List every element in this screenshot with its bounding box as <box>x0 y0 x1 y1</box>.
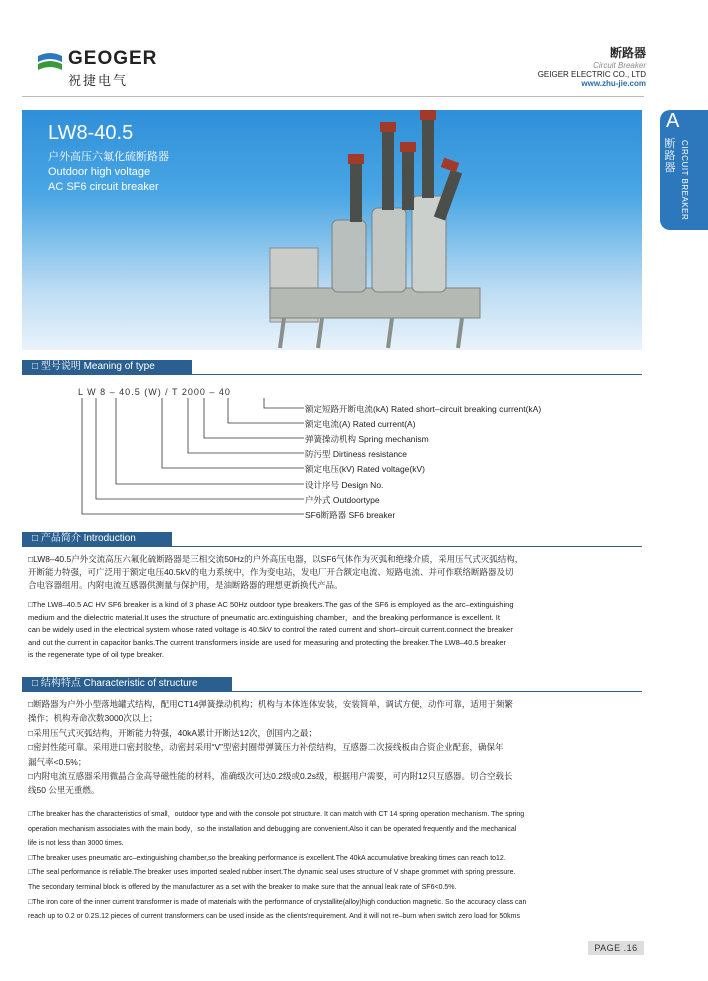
section-title-structure: □ 结构特点 Characteristic of structure <box>32 678 198 689</box>
text-line: is the regenerate type of oil type breaker. <box>28 650 164 659</box>
section-title-type: □ 型号说明 Meaning of type <box>32 361 155 372</box>
text-line: □The breaker uses pneumatic arc–extinguishing chamber,so the breaking performance is excellent.The 40kA accumulative breaking times can reach to12. <box>28 854 506 862</box>
section-header-intro <box>22 532 172 546</box>
website-link[interactable]: www.zhu-jie.com <box>581 79 646 88</box>
text-line: operation mechanism associates with the main body，so the installation and debugging are convenient.Also it can be operated frequently and the mechanical <box>28 825 517 833</box>
banner-en-line2: AC SF6 circuit breaker <box>48 181 159 193</box>
text-line: life is not less than 3000 times. <box>28 840 124 848</box>
text-line: 开断能力特强，可广泛用于额定电压40.5kV的电力系统中，作为变电站，发电厂开合额定电流、短路电流、并可作联络断路器及切 <box>28 567 514 577</box>
text-line: medium and the dielectric material.It uses the structure of pneumatic arc.extinguishing chamber，and the breaking performance is excellent. It <box>28 612 500 622</box>
product-banner <box>22 110 642 350</box>
header-info <box>538 44 646 88</box>
text-line: and cut the current in capacitor banks.The current transformers inside are used for measuring and protecting the breaker.The LW8–40.5 breaker <box>28 637 507 647</box>
breaker-illustration <box>22 110 642 350</box>
text-line: 合电容器组用。内附电流互感器供测量与保护用，是油断路器的理想更新换代产品。 <box>28 580 343 590</box>
banner-en-line1: Outdoor high voltage <box>48 166 151 178</box>
text-line: The secondary terminal block is offered by the manufacturer as a set with the breaker to make sure that the annual leak rate of SF6<0.5%. <box>28 883 457 891</box>
type-item: 额定短路开断电流(kA) Rated short–circuit breaking current(kA) <box>305 404 542 414</box>
structure-cn-paragraph <box>28 697 513 798</box>
category-cn: 断路器 <box>609 46 646 60</box>
type-item: 户外式 Outdoortype <box>305 495 380 505</box>
structure-en-paragraph <box>28 808 526 925</box>
type-item: 额定电压(kV) Rated voltage(kV) <box>305 464 425 474</box>
text-line: □内附电流互感器采用微晶合金高导磁性能的材料，准确级次可达0.2级或0.2s级，根据用户需要，可内附12只互感器。切合空载长 <box>28 771 513 782</box>
header-divider <box>22 96 644 97</box>
section-header-structure <box>22 677 232 691</box>
side-tab-letter: A <box>666 110 680 132</box>
type-item: 弹簧操动机构 Spring mechanism <box>305 434 429 444</box>
section-title-intro: □ 产品简介 Introduction <box>32 533 136 544</box>
section-rule <box>22 691 642 692</box>
text-line: □采用压气式灭弧结构，开断能力特强，40kA累计开断达12次，创国内之最； <box>28 727 317 738</box>
text-line: 漏气率<0.5%； <box>28 756 87 767</box>
category-en: Circuit Breaker <box>593 61 646 70</box>
banner-cn-title: 户外高压六氟化硫断路器 <box>48 151 169 163</box>
text-line: □The LW8–40.5 AC HV SF6 breaker is a kind of 3 phase AC 50Hz outdoor type breakers.The gas of the SF6 is employed as the arc–extinguishing <box>28 600 514 609</box>
section-rule <box>22 546 642 547</box>
type-item: 设计序号 Design No. <box>305 480 384 490</box>
geoger-logo-icon <box>36 50 64 76</box>
text-line: 操作；机构寿命次数3000次以上； <box>28 713 158 724</box>
section-rule <box>22 374 642 375</box>
model-code: L W 8 – 40.5 (W) / T 2000 – 40 <box>78 387 231 397</box>
intro-cn-paragraph <box>28 553 523 592</box>
text-line: □LW8–40.5户外交流高压六氟化硫断路器是三相交流50Hz的户外高压电器，以SF6气体作为灭弧和绝缘介质，采用压气式灭弧结构， <box>28 554 524 564</box>
intro-en-paragraph <box>28 599 514 662</box>
page-number: PAGE .16 <box>588 941 644 955</box>
text-line: □The breaker has the characteristics of small，outdoor type and with the console pot structure. It can match with CT 14 spring operation mechanism. The spring <box>28 811 525 818</box>
logo-text-en: GEOGER <box>68 48 158 69</box>
company-name: GEIGER ELECTRIC CO., LTD <box>537 70 646 79</box>
banner-subtitle <box>48 150 169 195</box>
text-line: reach up to 0.2 or 0.2S.12 pieces of current transformers can be used inside as the clients'requirement. And it will not re–burn when switch zero load for 50kms <box>28 913 520 921</box>
text-line: 线50 公里无重燃。 <box>28 785 100 796</box>
side-tab-cn: 断路器 <box>664 138 676 174</box>
section-header-type <box>22 360 192 374</box>
text-line: □The seal performance is reliable.The breaker uses imported sealed rubber insert.The dynamic seal uses structure of V shape grommet with spring pressure. <box>28 869 516 877</box>
type-item: 额定电流(A) Rated current(A) <box>305 419 416 429</box>
type-item: SF6断路器 SF6 breaker <box>305 510 396 520</box>
side-tab-en: CIRCUIT BREAKER <box>680 140 689 221</box>
type-connector-lines <box>78 398 308 518</box>
text-line: □The iron core of the inner current transformer is made of materials with the performance of crystallite(alloy)high conduction magnetic. So the accuracy class can <box>28 898 527 906</box>
text-line: can be widely used in the electrical system whose rated voltage is 40.5kV to control the rated current and short–circuit current.connect the breaker <box>28 625 513 634</box>
logo-text-cn: 祝捷电气 <box>68 73 129 88</box>
text-line: □密封性能可靠。采用进口密封胶垫，动密封采用“V”型密封圈带弹簧压力补偿结构，互感器二次接线板由合资企业配套，确保年 <box>28 742 504 753</box>
text-line: □断路器为户外小型落地罐式结构，配用CT14弹簧操动机构；机构与本体连体安装，安装简单，调试方便，动作可靠，适用于频繁 <box>28 699 513 709</box>
banner-model: LW8-40.5 <box>48 122 134 144</box>
type-item: 防污型 Dirtiness resistance <box>305 449 408 459</box>
